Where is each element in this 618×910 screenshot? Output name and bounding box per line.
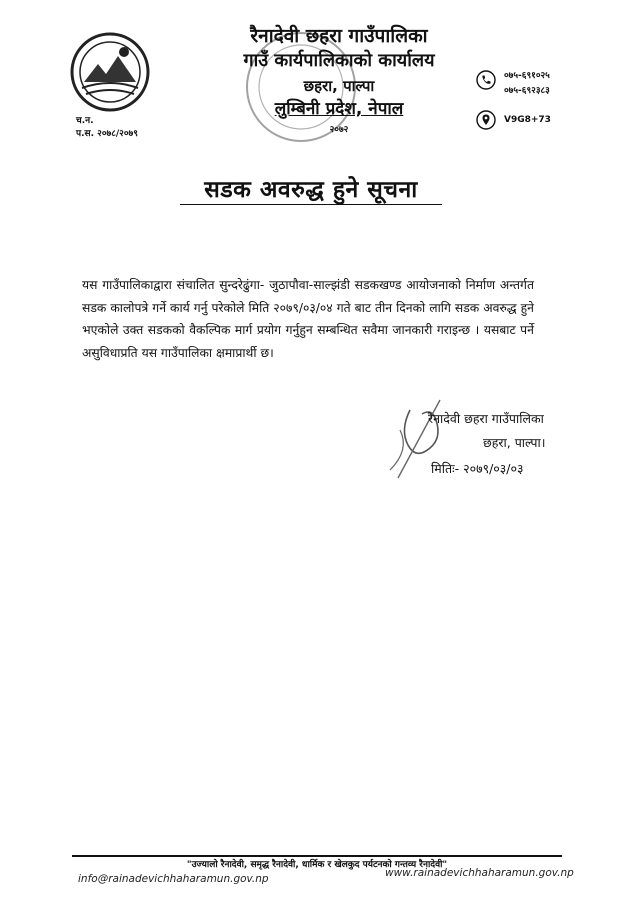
phone-number-2: ०७५-६९२३८३	[504, 86, 550, 96]
municipality-name: रैनादेवी छहरा गाउँपालिका	[250, 25, 428, 47]
fiscal-year: प.स. २०७८/२०७९	[76, 129, 138, 139]
province-country: लुम्बिनी प्रदेश, नेपाल	[274, 99, 404, 119]
ref-label: च.न.	[76, 116, 94, 126]
location-pin-icon	[476, 110, 496, 130]
title-underline	[180, 170, 442, 205]
signatory-office: रैनादेवी छहरा गाउँपालिका	[428, 411, 544, 426]
plus-code: V9G8+73	[504, 115, 551, 125]
office-name: गाउँ कार्यपालिकाको कार्यालय	[243, 50, 435, 71]
notice-body: यस गाउँपालिकाद्वारा संचालित सुन्दरेढुंगा- जुठापौवा-साल्झंडी सडकखण्ड आयोजनाको निर्माण अन्तर्गत सडक कालोपत्रे गर्ने कार्य गर्नु परेकोले मिति २०७९/०३/०४ गते बाट तीन दिनको लागि सडक अवरुद्ध हुने भएकोले उक्त सडकको वैकल्पिक मार्ग प्रयोग गर्नुहुन सम्बन्धित सवैमा जानकारी गराइन्छ । यसबाट पर्ने असुविधाप्रति यस गाउँपालिका क्षमाप्रार्थी छ।	[82, 278, 534, 360]
office-location: छहरा, पाल्पा	[303, 77, 375, 95]
notice-title: सडक अवरुद्ध हुने सूचना	[204, 177, 418, 203]
footer-website[interactable]: www.rainadevichhaharamun.gov.np	[385, 867, 574, 879]
footer-slogan: "उज्यालो रैनादेवी, समृद्ध रैनादेवी, धार्मिक र खेलकुद पर्यटनको गन्तव्य रैनादेवी"	[186, 860, 448, 870]
signature-date: मितिः- २०७९/०३/०३	[431, 461, 524, 476]
phone-number-1: ०७५-६९१०२५	[504, 71, 550, 81]
phone-icon	[476, 70, 496, 90]
footer-email[interactable]: info@rainadevichhaharamun.gov.np	[78, 873, 269, 885]
signatory-place: छहरा, पाल्पा।	[483, 435, 546, 450]
establishment-year: २०७२	[329, 125, 349, 135]
